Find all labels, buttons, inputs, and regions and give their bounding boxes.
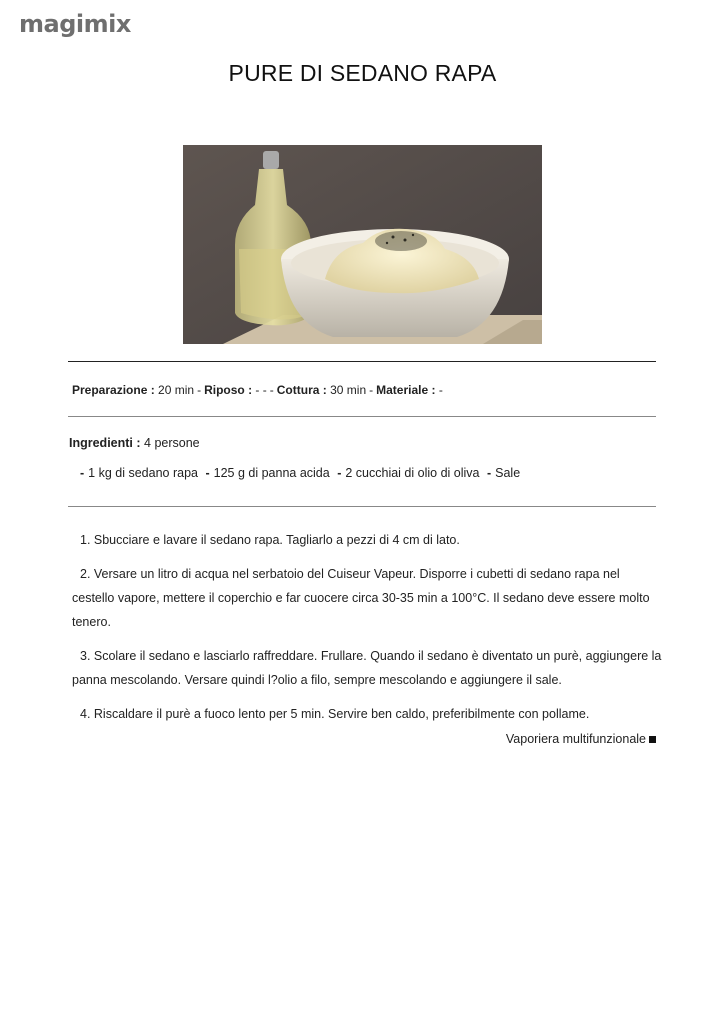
recipe-meta: Preparazione : 20 min - Riposo : - - - Cottura : 30 min - Materiale : -	[72, 383, 443, 397]
recipe-title: PURE DI SEDANO RAPA	[228, 60, 497, 86]
step: 1. Sbucciare e lavare il sedano rapa. Tagliarlo a pezzi di 4 cm di lato.	[80, 533, 460, 547]
ingredient-item: Sale	[495, 466, 521, 480]
ingredient-item: 125 g di panna acida	[213, 466, 330, 480]
appliance-name: Vaporiera multifunzionale	[505, 732, 646, 746]
recipe-photo	[183, 145, 542, 344]
ingredients-heading	[69, 436, 200, 450]
ingredients-label: Ingredienti :	[69, 436, 141, 450]
magimix-logo: magimix	[19, 10, 131, 38]
ingredient-item: 1 kg di sedano rapa	[88, 466, 198, 480]
divider-meta	[68, 416, 656, 417]
equip-label: Materiale :	[376, 383, 436, 397]
appliance-footer	[506, 732, 656, 746]
step: 2. Versare un litro di acqua nel serbatoio del Cuiseur Vapeur. Disporre i cubetti di sedano rapa nel cestello vapore, mettere il coperchio e far cuocere circa 30-35 min a 100°C. Il sedano deve essere molto tenero.	[72, 567, 650, 629]
equip-value: -	[438, 383, 443, 397]
cook-label: Cottura :	[276, 383, 327, 397]
step: 4. Riscaldare il purè a fuoco lento per 5 min. Servire ben caldo, preferibilmente con pollame.	[80, 707, 590, 721]
step: 3. Scolare il sedano e lasciarlo raffreddare. Frullare. Quando il sedano è diventato un purè, aggiungere la panna mescolando. Versare quindi l?olio a filo, sempre mescolando e aggiungere il sale.	[72, 649, 662, 687]
ingredient-item: 2 cucchiai di olio di oliva	[345, 466, 480, 480]
cook-value: 30 min	[330, 383, 367, 397]
rest-label: Riposo :	[204, 383, 253, 397]
servings: 4 persone	[144, 436, 200, 450]
rest-value: - -	[255, 383, 267, 397]
prep-label: Preparazione :	[72, 383, 155, 397]
divider-ingredients	[68, 506, 656, 507]
divider-top	[68, 361, 656, 362]
ingredients-list: - 1 kg di sedano rapa - 125 g di panna acida - 2 cucchiai di olio di oliva - Sale	[80, 466, 521, 480]
prep-value: 20 min	[158, 383, 195, 397]
recipe-steps	[72, 528, 662, 736]
square-bullet-icon	[649, 736, 656, 743]
